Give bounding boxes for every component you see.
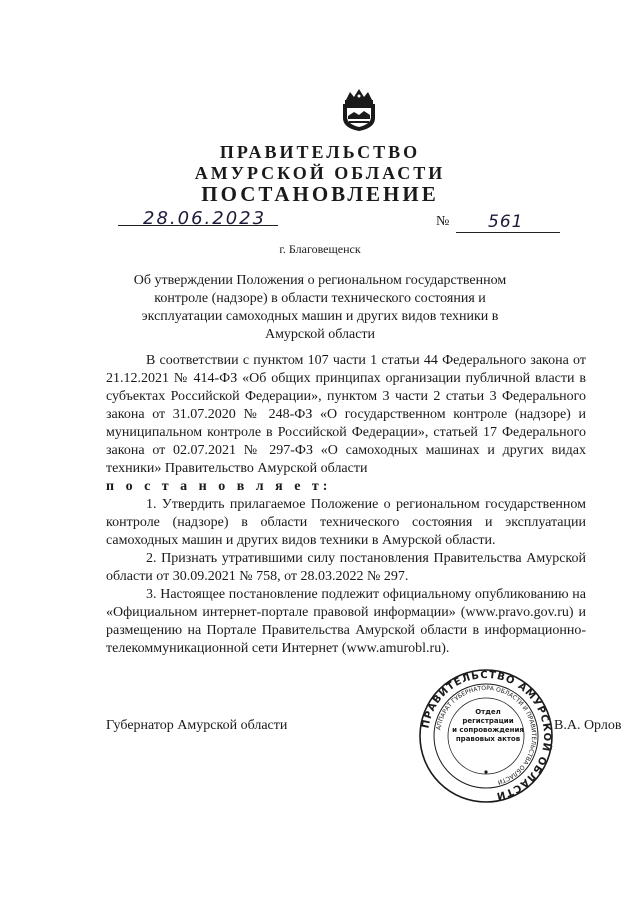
signer-name: В.А. Орлов [554,718,622,733]
svg-text:АППАРАТ ГУБЕРНАТОРА ОБЛАСТИ И: АППАРАТ ГУБЕРНАТОРА ОБЛАСТИ И ПРАВИТЕЛЬСТВА ОБЛАСТИ [435,684,538,786]
stamp-center-line4: правовых актов [455,735,521,743]
document-date: 28.06.2023 [143,208,267,229]
svg-text:ПРАВИТЕЛЬСТВО АМУРСКОЙ ОБЛАСТИ: ПРАВИТЕЛЬСТВО АМУРСКОЙ ОБЛАСТИ [420,669,553,802]
resolves-heading: п о с т а н о в л я е т: [106,479,332,494]
document-type-title: ПОСТАНОВЛЕНИЕ [201,182,439,206]
document-subject: Об утверждении Положения о региональном государственном контроле (надзоре) в области технического состояния и эксплуатации самоходных машин и других видов техники в Амурской области [133,273,507,342]
stamp-center-line1: Отдел [475,708,501,716]
resolution-item-1: 1. Утвердить прилагаемое Положение о региональном государственном контроле (надзоре) в области технического состояния и эксплуатации самоходных машин и других видов техники в Амурской области. [106,497,586,548]
signer-position: Губернатор Амурской области [106,718,288,733]
number-underline [456,232,560,233]
city-name: г. Благовещенск [279,242,361,256]
organization-name-line1: ПРАВИТЕЛЬСТВО [219,142,421,162]
preamble-paragraph: В соответствии с пунктом 107 части 1 статьи 44 Федерального закона от 21.12.2021 № 414-ФЗ «Об общих принципах организации публичной власти в субъектах Российской Федерации», пунктом 3 части 2 статьи 3 Федерального закона от 31.07.2020 № 248-ФЗ «О государственном контроле (надзоре) и муниципальном контроле в Российской Федерации», статьей 17 Федерального закона от 02.07.2021 № 297-ФЗ «О самоходных машинах и других видах техники» Правительство Амурской области [106,353,586,476]
stamp-center-line2: регистрации [462,717,514,725]
coat-of-arms-emblem [338,86,380,132]
resolution-item-3: 3. Настоящее постановление подлежит официальному опубликованию на «Официальном интернет-портале правовой информации» (www.pravo.gov.ru) и размещению на Портале Правительства Амурской области в информационно-телекоммуникационной сети Интернет (www.amurobl.ru). [106,587,586,656]
organization-name-line2: АМУРСКОЙ ОБЛАСТИ [194,163,446,183]
number-label: № [436,214,450,229]
document-number: 561 [488,212,524,232]
resolution-item-2: 2. Признать утратившими силу постановления Правительства Амурской области от 30.09.2021 № 758, от 28.03.2022 № 297. [106,551,586,584]
stamp-center-line3: и сопровождения [452,726,524,734]
document-body [106,352,586,658]
